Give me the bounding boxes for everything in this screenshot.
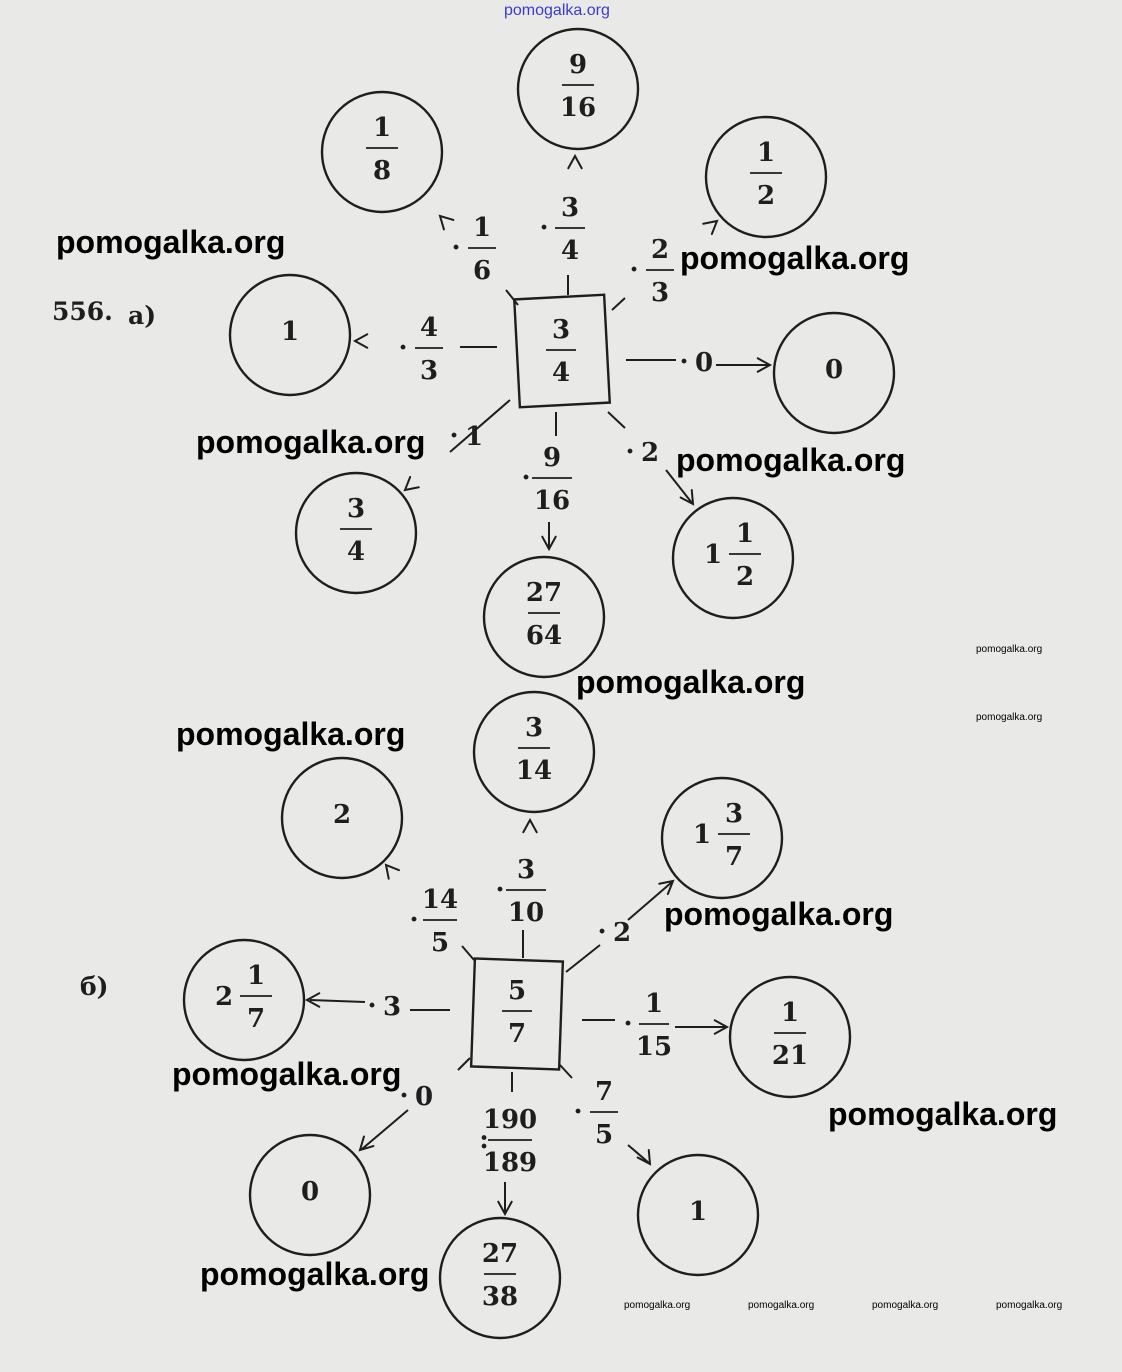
part-a-bottom-right-result-numerator: 1 (735, 519, 755, 549)
part-a-top-left-result-numerator: 1 (372, 113, 392, 143)
part-a-center-fraction-denominator: 4 (551, 358, 571, 388)
part-b-top-result (516, 713, 552, 786)
part-a-bottom-left-operation (449, 421, 483, 452)
watermark-small: pomogalka.org (872, 1300, 939, 1311)
part-a-top-left-connector (506, 290, 518, 305)
part-a-left-operation-fraction (415, 313, 443, 386)
part-a-left-operation-sign: · (398, 333, 408, 363)
part-a-top-operation-fraction-numerator: 3 (560, 193, 580, 223)
part-a-top-left-result-denominator: 8 (372, 156, 392, 186)
part-a-bottom-result-numerator: 27 (525, 578, 563, 608)
part-a-bottom-left-operation-sign: · (449, 421, 459, 451)
part-a-top-right-operation-fraction-denominator: 3 (650, 278, 670, 308)
part-b-left-operation (367, 991, 401, 1022)
watermark-large: pomogalka.org (576, 664, 806, 700)
part-b-left-result-whole: 2 (214, 982, 234, 1012)
part-b-top-right-result-numerator: 3 (724, 799, 744, 829)
part-b-bottom-operation-fraction-denominator: 189 (482, 1148, 538, 1178)
part-a-left-result (281, 317, 299, 347)
part-a-top-right-arrowhead (703, 221, 717, 234)
part-b-top-arrowhead (523, 820, 536, 832)
part-a-top-right-connector (612, 298, 625, 310)
watermark-small: pomogalka.org (748, 1300, 815, 1311)
part-b-right-result (772, 998, 808, 1071)
part-a-bottom-right-operation-value: 2 (640, 438, 660, 468)
part-b-top-operation-fraction-numerator: 3 (516, 855, 536, 885)
part-a-label: а) (128, 301, 157, 330)
part-a-bottom-left-result-circle (296, 473, 416, 593)
part-a-top-operation (539, 193, 585, 266)
part-a-left-result-value: 1 (280, 317, 300, 347)
part-a-top-left-operation-sign: · (451, 233, 461, 263)
part-b-top-right-operation-sign: · (597, 917, 607, 947)
part-a-bottom-operation-sign: · (521, 463, 531, 493)
part-a-left-arrowhead (355, 334, 367, 347)
part-a-top-right-result-circle (706, 117, 826, 237)
part-a-bottom-left-result-numerator: 3 (346, 494, 366, 524)
watermark-large: pomogalka.org (200, 1256, 430, 1292)
part-a-top-right-result-denominator: 2 (756, 181, 776, 211)
part-b-bottom-operation-sign: : (479, 1125, 489, 1155)
part-a-bottom-operation-fraction-numerator: 9 (542, 443, 562, 473)
part-b-top-result-numerator: 3 (524, 713, 544, 743)
watermark-small: pomogalka.org (624, 1300, 691, 1311)
part-a-top-result-numerator: 9 (568, 50, 588, 80)
part-b-top-left-operation (409, 885, 458, 958)
part-b-top-left-operation-fraction-numerator: 14 (421, 885, 459, 915)
part-a-bottom-right-result-circle (673, 498, 793, 618)
part-b-left-result-denominator: 7 (246, 1004, 266, 1034)
part-b-bottom-left-connector (458, 1058, 470, 1070)
watermark-small: pomogalka.org (996, 1300, 1063, 1311)
part-a-diagram (230, 29, 894, 677)
part-a-bottom-operation-fraction (532, 443, 572, 516)
part-a-top-right-operation-fraction (646, 235, 674, 308)
part-b-left-operation-sign: · (367, 991, 377, 1021)
part-a-center-fraction (546, 315, 576, 388)
watermark-large: pomogalka.org (56, 224, 286, 260)
part-b-bottom-right-arrowhead (638, 1150, 650, 1164)
watermark-large: pomogalka.org (176, 716, 406, 752)
part-b-bottom-result-denominator: 38 (481, 1282, 519, 1312)
part-a-bottom-right-operation-sign: · (625, 437, 635, 467)
watermark-small: pomogalka.org (976, 712, 1043, 723)
part-b-diagram (184, 692, 850, 1338)
part-a-top-operation-fraction (555, 193, 585, 266)
part-a-top-left-operation-fraction-denominator: 6 (472, 256, 492, 286)
part-a-bottom-right-result-whole: 1 (703, 540, 723, 570)
part-b-top-right-result-denominator: 7 (724, 842, 744, 872)
part-a-bottom-result-circle (484, 557, 604, 677)
watermark-large: pomogalka.org (172, 1056, 402, 1092)
part-b-top-right-result (693, 799, 750, 872)
part-a-top-operation-sign: · (539, 213, 549, 243)
problem-number: 556. (52, 297, 113, 326)
part-b-bottom-left-operation-value: 0 (414, 1082, 434, 1112)
part-a-bottom-result (526, 578, 562, 651)
part-a-bottom-right-result-denominator: 2 (735, 562, 755, 592)
part-b-label: б) (80, 972, 109, 1001)
part-b-right-operation-fraction-numerator: 1 (644, 989, 664, 1019)
part-b-bottom-right-operation-sign: · (573, 1097, 583, 1127)
part-b-bottom-right-connector (560, 1065, 572, 1078)
part-a-top-left-operation (451, 213, 496, 286)
watermark-large: pomogalka.org (680, 240, 910, 276)
part-a-right-result-value: 0 (824, 355, 844, 385)
part-b-top-left-operation-sign: · (409, 905, 419, 935)
part-b-bottom-result-numerator: 27 (481, 1239, 519, 1269)
part-b-bottom-right-operation (573, 1077, 618, 1150)
part-a-center-box (514, 295, 610, 408)
part-b-top-left-connector (462, 946, 474, 960)
part-b-right-result-denominator: 21 (771, 1041, 809, 1071)
part-a-right-result (825, 355, 843, 385)
part-a-top-right-operation-sign: · (629, 255, 639, 285)
part-b-bottom-left-operation (399, 1081, 433, 1112)
part-a-bottom-right-connector (608, 412, 625, 428)
part-b-top-right-operation (597, 917, 631, 948)
part-b-top-left-result-value: 2 (332, 800, 352, 830)
part-a-right-operation (679, 347, 713, 378)
part-b-left-result (215, 961, 272, 1034)
part-a-left-operation-fraction-numerator: 4 (419, 313, 439, 343)
part-b-bottom-operation-fraction-numerator: 190 (482, 1105, 538, 1135)
part-b-right-operation (623, 989, 672, 1062)
part-b-left-operation-value: 3 (382, 992, 402, 1022)
part-a-top-result-denominator: 16 (559, 93, 597, 123)
part-b-bottom-operation (479, 1105, 537, 1178)
part-a-top-right-result (750, 138, 782, 211)
part-b-top-left-result (333, 800, 351, 830)
part-b-bottom-right-operation-fraction (590, 1077, 618, 1150)
part-a-top-result (560, 50, 596, 123)
watermark-small: pomogalka.org (976, 644, 1043, 655)
part-a-top-left-result (366, 113, 398, 186)
part-b-top-result-denominator: 14 (515, 756, 553, 786)
part-a-top-left-arrowhead (440, 216, 453, 229)
part-b-right-result-numerator: 1 (780, 998, 800, 1028)
part-a-bottom-left-arrowhead (405, 477, 419, 490)
part-b-top-right-operation-value: 2 (612, 918, 632, 948)
part-a-bottom-left-result-denominator: 4 (346, 537, 366, 567)
part-a-bottom-right-operation (625, 437, 659, 468)
part-b-top-right-result-circle (662, 778, 782, 898)
watermark-large: pomogalka.org (828, 1096, 1058, 1132)
part-b-bottom-right-result-value: 1 (688, 1197, 708, 1227)
part-b-center-fraction-numerator: 5 (507, 976, 527, 1006)
part-a-left-operation (398, 313, 443, 386)
part-b-right-operation-fraction (636, 989, 672, 1062)
part-b-left-result-circle (184, 940, 304, 1060)
part-b-right-operation-sign: · (623, 1009, 633, 1039)
part-b-bottom-result-circle (440, 1218, 560, 1338)
part-b-right-operation-fraction-denominator: 15 (635, 1032, 673, 1062)
part-b-center-fraction (502, 976, 532, 1049)
part-b-left-result-numerator: 1 (246, 961, 266, 991)
part-b-top-left-operation-fraction (422, 885, 458, 958)
part-b-top-left-arrowhead (386, 865, 399, 879)
part-b-bottom-left-arrow-line (362, 1110, 408, 1149)
watermark-large: pomogalka.org (676, 442, 906, 478)
part-b-top-operation-sign: · (495, 875, 505, 905)
part-b-top-operation (495, 855, 546, 928)
part-a-top-right-operation (629, 235, 674, 308)
watermark-large: pomogalka.org (664, 896, 894, 932)
part-b-top-right-result-whole: 1 (692, 820, 712, 850)
part-b-top-right-connector (566, 945, 600, 972)
part-a-center-fraction-numerator: 3 (551, 315, 571, 345)
part-b-bottom-left-operation-sign: · (399, 1081, 409, 1111)
part-a-top-result-circle (518, 29, 638, 149)
part-b-bottom-left-result (301, 1177, 319, 1207)
part-a-bottom-right-result (704, 519, 761, 592)
part-b-bottom-left-result-value: 0 (300, 1177, 320, 1207)
part-b-bottom-right-result (689, 1197, 707, 1227)
part-b-bottom-right-arrow-line (628, 1145, 649, 1163)
part-a-top-right-result-numerator: 1 (756, 138, 776, 168)
part-a-top-left-result-circle (322, 92, 442, 212)
header-site-link[interactable]: pomogalka.org (504, 2, 610, 19)
part-b-top-result-circle (474, 692, 594, 812)
part-b-center-fraction-denominator: 7 (507, 1019, 527, 1049)
part-b-top-operation-fraction-denominator: 10 (507, 898, 545, 928)
part-b-left-arrow-line (310, 1000, 365, 1002)
part-b-bottom-right-operation-fraction-denominator: 5 (594, 1120, 614, 1150)
part-a-right-operation-sign: · (679, 347, 689, 377)
part-a-bottom-result-denominator: 64 (525, 621, 563, 651)
part-b-right-result-circle (730, 977, 850, 1097)
part-b-bottom-operation-fraction (483, 1105, 537, 1178)
part-b-top-operation-fraction (506, 855, 546, 928)
watermark-large: pomogalka.org (196, 424, 426, 460)
part-a-left-operation-fraction-denominator: 3 (419, 356, 439, 386)
part-a-top-operation-fraction-denominator: 4 (560, 236, 580, 266)
part-a-top-left-operation-fraction (468, 213, 496, 286)
part-a-top-arrowhead (568, 156, 581, 168)
part-b-bottom-result (482, 1239, 518, 1312)
part-a-top-left-operation-fraction-numerator: 1 (472, 213, 492, 243)
part-b-top-left-operation-fraction-denominator: 5 (430, 928, 450, 958)
part-b-bottom-right-operation-fraction-numerator: 7 (594, 1077, 614, 1107)
part-a-bottom-left-result (340, 494, 372, 567)
part-a-right-operation-value: 0 (694, 348, 714, 378)
part-a-bottom-operation (521, 443, 572, 516)
part-a-top-right-operation-fraction-numerator: 2 (650, 235, 670, 265)
part-a-bottom-left-operation-value: 1 (464, 422, 484, 452)
part-a-bottom-operation-fraction-denominator: 16 (533, 486, 571, 516)
